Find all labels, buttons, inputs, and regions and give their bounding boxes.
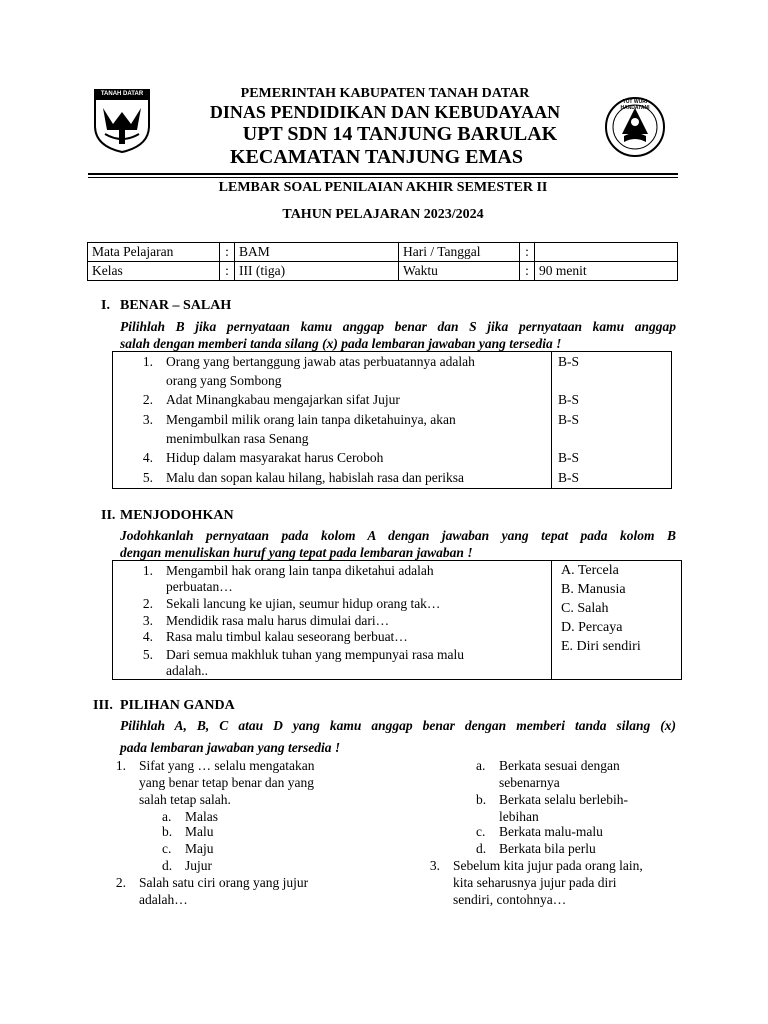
option-letter: d. bbox=[162, 858, 173, 873]
header-divider-thin bbox=[88, 177, 678, 178]
question-number: 3. bbox=[429, 858, 440, 873]
answer-choice: B-S bbox=[558, 470, 580, 485]
item-number: 3. bbox=[142, 613, 153, 628]
section1-number: I. bbox=[101, 298, 110, 313]
question-number: 2. bbox=[115, 875, 126, 890]
class-value: III (tiga) bbox=[235, 262, 399, 281]
table-divider bbox=[551, 351, 552, 488]
class-label: Kelas bbox=[88, 262, 220, 281]
question-text: kita seharusnya jujur pada diri bbox=[453, 875, 617, 890]
section1-instruction-2: salah dengan memberi tanda silang (x) pada lembaran jawaban yang tersedia ! bbox=[120, 336, 562, 351]
header-school: UPT SDN 14 TANJUNG BARULAK bbox=[242, 123, 558, 145]
section2-instruction-1: Jodohkanlah pernyataan pada kolom A dengan jawaban yang tepat pada kolom B bbox=[120, 528, 676, 543]
statement-text: Sekali lancung ke ujian, seumur hidup orang tak… bbox=[166, 596, 441, 611]
question-text: Sifat yang … selalu mengatakan bbox=[139, 758, 315, 773]
option-letter: c. bbox=[162, 841, 172, 856]
statement-text: Adat Minangkabau mengajarkan sifat Jujur bbox=[166, 392, 400, 407]
option-letter: b. bbox=[476, 792, 487, 807]
item-number: 5. bbox=[142, 470, 153, 485]
statement-text: Mengambil milik orang lain tanpa diketahuinya, akan bbox=[166, 412, 456, 427]
answer-option: E. Diri sendiri bbox=[561, 639, 641, 654]
item-number: 3. bbox=[142, 412, 153, 427]
item-number: 4. bbox=[142, 450, 153, 465]
section2-number: II. bbox=[101, 508, 116, 523]
statement-text: Malu dan sopan kalau hilang, habislah rasa dan periksa bbox=[166, 470, 465, 485]
question-text: salah tetap salah. bbox=[139, 792, 231, 807]
header-government: PEMERINTAH KABUPATEN TANAH DATAR bbox=[240, 86, 530, 101]
option-text: sebenarnya bbox=[499, 775, 560, 790]
subject-value: BAM bbox=[235, 243, 399, 262]
colon: : bbox=[220, 262, 235, 281]
day-value bbox=[535, 243, 678, 262]
time-label: Waktu bbox=[399, 262, 520, 281]
statement-text: adalah.. bbox=[166, 663, 208, 678]
answer-choice: B-S bbox=[558, 450, 580, 465]
section3-number: III. bbox=[93, 698, 113, 713]
option-letter: a. bbox=[162, 809, 172, 824]
answer-option: A. Tercela bbox=[561, 563, 619, 578]
option-letter: b. bbox=[162, 824, 173, 839]
item-number: 5. bbox=[142, 647, 153, 662]
header-divider-thick bbox=[88, 173, 678, 175]
section2-title: MENJODOHKAN bbox=[120, 508, 234, 523]
question-number: 1. bbox=[115, 758, 126, 773]
statement-text: Mendidik rasa malu harus dimulai dari… bbox=[166, 613, 390, 628]
option-text: Jujur bbox=[185, 858, 212, 873]
colon: : bbox=[520, 262, 535, 281]
section2-instruction-2: dengan menuliskan huruf yang tepat pada lembaran jawaban ! bbox=[120, 545, 473, 560]
question-text: yang benar tetap benar dan yang bbox=[139, 775, 315, 790]
question-text: sendiri, contohnya… bbox=[453, 892, 567, 907]
answer-option: B. Manusia bbox=[561, 582, 626, 597]
header-district: KECAMATAN TANJUNG EMAS bbox=[230, 146, 523, 168]
subject-label: Mata Pelajaran bbox=[88, 243, 220, 262]
answer-option: D. Percaya bbox=[561, 620, 623, 635]
option-text: lebihan bbox=[499, 809, 539, 824]
section3-instruction-2: pada lembaran jawaban yang tersedia ! bbox=[120, 740, 341, 755]
colon: : bbox=[520, 243, 535, 262]
table-row bbox=[88, 243, 678, 262]
table-row bbox=[88, 262, 678, 281]
item-number: 1. bbox=[142, 354, 153, 369]
right-logo-label: TUT WURI HANDAYANI bbox=[620, 99, 650, 111]
day-label: Hari / Tanggal bbox=[399, 243, 520, 262]
answer-choice: B-S bbox=[558, 392, 580, 407]
option-text: Malu bbox=[185, 824, 214, 839]
answer-choice: B-S bbox=[558, 354, 580, 369]
statement-text: menimbulkan rasa Senang bbox=[166, 431, 309, 446]
section3-title: PILIHAN GANDA bbox=[120, 698, 235, 713]
sheet-title: LEMBAR SOAL PENILAIAN AKHIR SEMESTER II bbox=[218, 180, 548, 195]
statement-text: Hidup dalam masyarakat harus Ceroboh bbox=[166, 450, 384, 465]
tanah-datar-logo bbox=[93, 88, 151, 154]
option-text: Maju bbox=[185, 841, 214, 856]
item-number: 2. bbox=[142, 596, 153, 611]
left-logo-label: TANAH DATAR bbox=[100, 91, 144, 97]
academic-year: TAHUN PELAJARAN 2023/2024 bbox=[282, 207, 484, 222]
statement-text: Dari semua makhluk tuhan yang mempunyai rasa malu bbox=[166, 647, 465, 662]
answer-option: C. Salah bbox=[561, 601, 609, 616]
header-department: DINAS PENDIDIKAN DAN KEBUDAYAAN bbox=[209, 102, 561, 122]
item-number: 1. bbox=[142, 563, 153, 578]
option-letter: d. bbox=[476, 841, 487, 856]
option-text: Berkata selalu berlebih- bbox=[499, 792, 628, 807]
table-divider bbox=[551, 560, 552, 679]
colon: : bbox=[220, 243, 235, 262]
statement-text: perbuatan… bbox=[166, 579, 233, 594]
item-number: 2. bbox=[142, 392, 153, 407]
section1-title: BENAR – SALAH bbox=[120, 298, 232, 313]
statement-text: Rasa malu timbul kalau seseorang berbuat… bbox=[166, 629, 408, 644]
item-number: 4. bbox=[142, 629, 153, 644]
statement-text: Mengambil hak orang lain tanpa diketahui adalah bbox=[166, 563, 434, 578]
exam-info-table bbox=[87, 242, 678, 281]
option-text: Malas bbox=[185, 809, 218, 824]
question-text: adalah… bbox=[139, 892, 188, 907]
statement-text: Orang yang bertanggung jawab atas perbuatannya adalah bbox=[166, 354, 475, 369]
question-text: Sebelum kita jujur pada orang lain, bbox=[453, 858, 643, 873]
option-letter: c. bbox=[476, 824, 486, 839]
statement-text: orang yang Sombong bbox=[166, 373, 282, 388]
option-text: Berkata sesuai dengan bbox=[499, 758, 620, 773]
option-text: Berkata bila perlu bbox=[499, 841, 596, 856]
answer-choice: B-S bbox=[558, 412, 580, 427]
question-text: Salah satu ciri orang yang jujur bbox=[139, 875, 309, 890]
section3-instruction-1: Pilihlah A, B, C atau D yang kamu anggap benar dengan memberi tanda silang (x) bbox=[120, 718, 676, 733]
section1-instruction-1: Pilihlah B jika pernyataan kamu anggap benar dan S jika pernyataan kamu anggap bbox=[120, 319, 676, 334]
tut-wuri-handayani-logo bbox=[604, 94, 666, 160]
option-letter: a. bbox=[476, 758, 486, 773]
time-value: 90 menit bbox=[535, 262, 678, 281]
option-text: Berkata malu-malu bbox=[499, 824, 603, 839]
